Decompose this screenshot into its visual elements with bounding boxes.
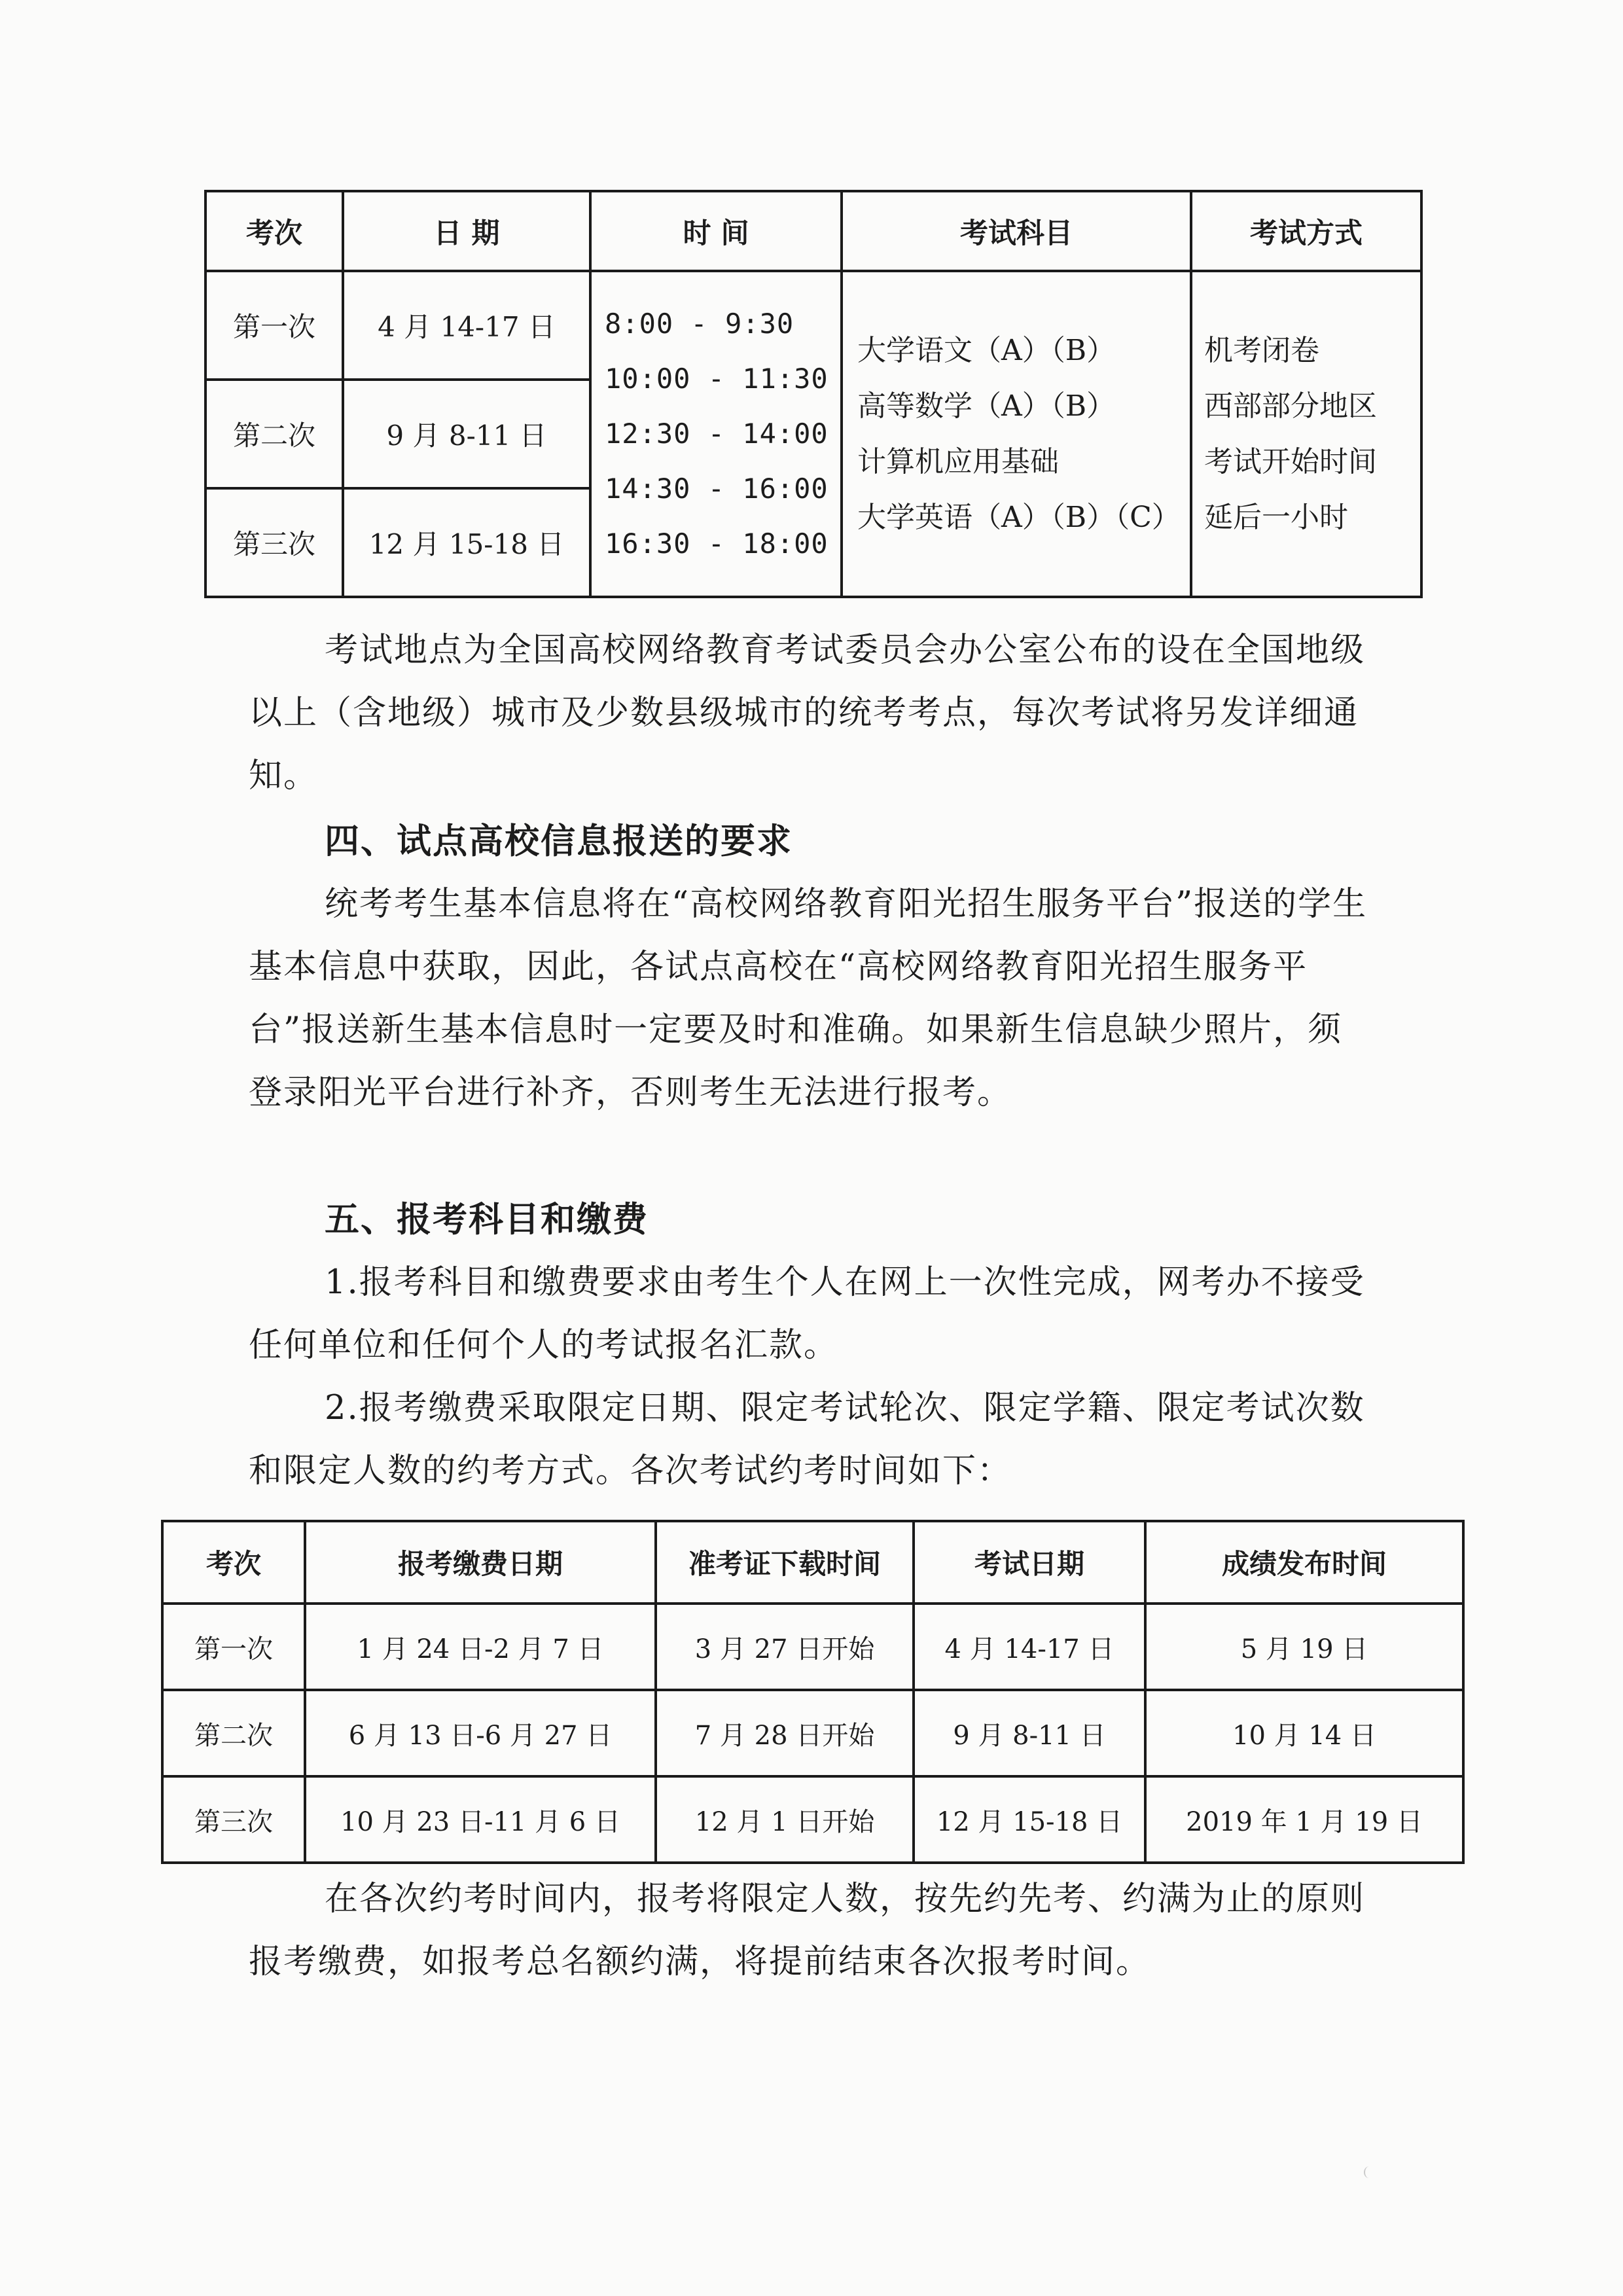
header-time: 时 间 [590, 191, 842, 271]
header-exam-date: 考试日期 [914, 1521, 1145, 1604]
time-slot: 12:30 - 14:00 [605, 418, 829, 450]
mode-line: 西部部分地区 [1204, 389, 1377, 423]
header-results-date: 成绩发布时间 [1145, 1521, 1463, 1604]
exam-date-cell: 4 月 14-17 日 [914, 1604, 1145, 1690]
session-cell: 第二次 [205, 380, 343, 488]
session-cell: 第一次 [205, 271, 343, 380]
ticket-download-cell: 3 月 27 日开始 [656, 1604, 914, 1690]
mode-line: 机考闭卷 [1204, 334, 1319, 367]
results-date-cell: 5 月 19 日 [1145, 1604, 1463, 1690]
session-cell: 第二次 [162, 1690, 305, 1776]
section-4-paragraph: 统考考生基本信息将在“高校网络教育阳光招生服务平台”报送的学生基本信息中获取，因此，各试点高校在“高校网络教育阳光招生服务平台”报送新生基本信息时一定要及时和准确。如果新生信息缺少照片，须登录阳光平台进行补齐，否则考生无法进行报考。 [249, 885, 1368, 1112]
time-slot: 10:00 - 11:30 [605, 363, 829, 395]
mode-line: 考试开始时间 [1204, 445, 1377, 478]
table-header-row [162, 1521, 1463, 1604]
date-cell: 9 月 8-11 日 [343, 380, 590, 488]
table-row [205, 271, 1421, 380]
session-cell: 第一次 [162, 1604, 305, 1690]
header-ticket-download: 准考证下载时间 [656, 1521, 914, 1604]
date-cell: 12 月 15-18 日 [343, 488, 590, 597]
subjects-cell [842, 271, 1191, 597]
header-session: 考次 [162, 1521, 305, 1604]
table-row [162, 1690, 1463, 1776]
mode-cell [1191, 271, 1421, 597]
table-header-row [205, 191, 1421, 271]
exam-location-paragraph: 考试地点为全国高校网络教育考试委员会办公室公布的设在全国地级以上（含地级）城市及少数县级城市的统考考点，每次考试将另发详细通知。 [249, 631, 1366, 795]
subject-item: 大学英语（A）（B）（C） [857, 501, 1181, 534]
mode-line: 延后一小时 [1204, 501, 1348, 534]
mode-list [1192, 323, 1420, 545]
subject-item: 高等数学（A）（B） [857, 389, 1116, 423]
time-slot: 14:30 - 16:00 [605, 473, 829, 505]
session-cell: 第三次 [205, 488, 343, 597]
time-slot-list [592, 296, 840, 571]
table-row [162, 1604, 1463, 1690]
time-slot: 8:00 - 9:30 [605, 308, 794, 340]
section-5-heading: 五、报考科目和缴费 [325, 1200, 649, 1240]
ticket-download-cell: 12 月 1 日开始 [656, 1776, 914, 1863]
header-date: 日 期 [343, 191, 590, 271]
time-slot: 16:30 - 18:00 [605, 528, 829, 560]
section-4-heading: 四、试点高校信息报送的要求 [325, 821, 793, 861]
item-2-paragraph: 2.报考缴费采取限定日期、限定考试轮次、限定学籍、限定考试次数和限定人数的约考方式。各次考试约考时间如下： [249, 1389, 1365, 1490]
header-subjects: 考试科目 [842, 191, 1191, 271]
registration-schedule-table [161, 1520, 1465, 1864]
payment-period-cell: 1 月 24 日-2 月 7 日 [305, 1604, 656, 1690]
closing-paragraph: 在各次约考时间内，报考将限定人数，按先约先考、约满为止的原则报考缴费，如报考总名额约满，将提前结束各次报考时间。 [249, 1880, 1366, 1981]
results-date-cell: 10 月 14 日 [1145, 1690, 1463, 1776]
ticket-download-cell: 7 月 28 日开始 [656, 1690, 914, 1776]
session-cell: 第三次 [162, 1776, 305, 1863]
subject-item: 计算机应用基础 [857, 445, 1059, 478]
subject-item: 大学语文（A）（B） [857, 334, 1116, 367]
subject-list [843, 323, 1190, 545]
table-row [162, 1776, 1463, 1863]
payment-period-cell: 6 月 13 日-6 月 27 日 [305, 1690, 656, 1776]
exam-date-cell: 12 月 15-18 日 [914, 1776, 1145, 1863]
header-session: 考次 [205, 191, 343, 271]
item-1-paragraph: 1.报考科目和缴费要求由考生个人在网上一次性完成，网考办不接受任何单位和任何个人的考试报名汇款。 [249, 1263, 1365, 1365]
exam-date-cell: 9 月 8-11 日 [914, 1690, 1145, 1776]
times-cell [590, 271, 842, 597]
date-cell: 4 月 14-17 日 [343, 271, 590, 380]
results-date-cell: 2019 年 1 月 19 日 [1145, 1776, 1463, 1863]
exam-sessions-table [204, 190, 1423, 598]
header-mode: 考试方式 [1191, 191, 1421, 271]
header-payment-period: 报考缴费日期 [305, 1521, 656, 1604]
scan-mark [1364, 2166, 1374, 2178]
payment-period-cell: 10 月 23 日-11 月 6 日 [305, 1776, 656, 1863]
